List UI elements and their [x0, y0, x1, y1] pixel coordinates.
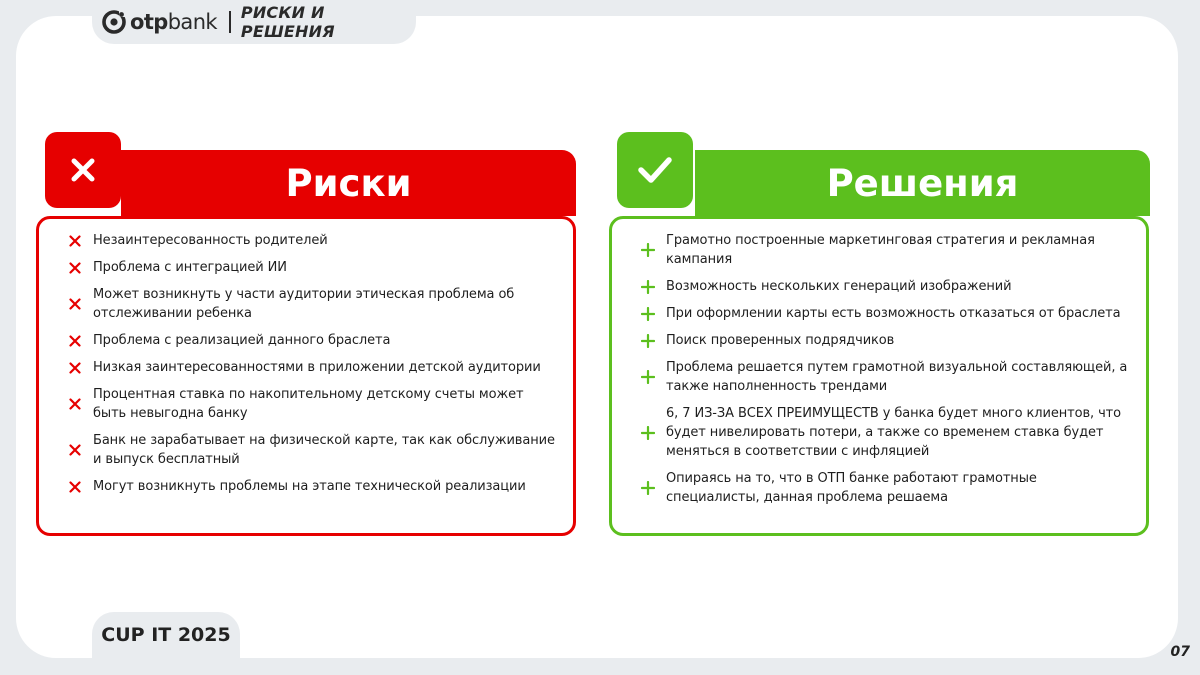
- solutions-item: [636, 469, 1132, 507]
- solutions-item: [636, 358, 1132, 396]
- solutions-item-text: 6, 7 ИЗ-ЗА ВСЕХ ПРЕИМУЩЕСТВ у банка будет много клиентов, что будет нивелировать потери, а также со временем ставка будет меняться в соответствии с инфляцией: [666, 406, 1121, 459]
- plus-mark-icon: [636, 426, 660, 440]
- solutions-list: [612, 231, 1146, 515]
- risks-item-text: Незаинтересованность родителей: [93, 233, 328, 248]
- cross-mark-icon: [63, 362, 87, 374]
- check-icon: [637, 156, 673, 184]
- risks-item: [63, 358, 559, 377]
- risks-item: [63, 285, 559, 323]
- risks-card: [36, 216, 576, 536]
- risks-item: [63, 231, 559, 250]
- solutions-item: [636, 304, 1132, 323]
- close-icon: [70, 157, 96, 183]
- cross-mark-icon: [63, 298, 87, 310]
- risks-item-text: Проблема с интеграцией ИИ: [93, 260, 287, 275]
- solutions-item-text: Опираясь на то, что в ОТП банке работают грамотные специалисты, данная проблема решаема: [666, 471, 1037, 505]
- solutions-item: [636, 231, 1132, 269]
- solutions-badge: [617, 132, 693, 208]
- solutions-item-text: При оформлении карты есть возможность отказаться от браслета: [666, 306, 1121, 321]
- cross-mark-icon: [63, 398, 87, 410]
- logo-text: otpbank: [130, 9, 217, 34]
- risks-item-text: Процентная ставка по накопительному детскому счеты может быть невыгодна банку: [93, 387, 524, 421]
- cross-mark-icon: [63, 262, 87, 274]
- risks-item: [63, 258, 559, 277]
- risks-item-text: Проблема с реализацией данного браслета: [93, 333, 391, 348]
- risks-item: [63, 385, 559, 423]
- plus-mark-icon: [636, 370, 660, 384]
- solutions-header: Решения: [695, 150, 1150, 216]
- solutions-item-text: Грамотно построенные маркетинговая стратегия и рекламная кампания: [666, 233, 1095, 267]
- risks-item-text: Могут возникнуть проблемы на этапе технической реализации: [93, 479, 526, 494]
- cross-mark-icon: [63, 335, 87, 347]
- risks-list: [39, 231, 573, 504]
- risks-item: [63, 477, 559, 496]
- solutions-card: [609, 216, 1149, 536]
- plus-mark-icon: [636, 307, 660, 321]
- plus-mark-icon: [636, 334, 660, 348]
- page-title: РИСКИ И РЕШЕНИЯ: [240, 3, 335, 41]
- cross-mark-icon: [63, 235, 87, 247]
- risks-item-text: Низкая заинтересованностями в приложении детской аудитории: [93, 360, 541, 375]
- risks-item-text: Банк не зарабатывает на физической карте, так как обслуживание и выпуск бесплатный: [93, 433, 555, 467]
- footer-tab: [92, 612, 240, 658]
- risks-item: [63, 331, 559, 350]
- cross-mark-icon: [63, 481, 87, 493]
- otp-logo: [102, 0, 217, 44]
- header-divider: [229, 11, 231, 33]
- plus-mark-icon: [636, 243, 660, 257]
- header-tab: [92, 0, 416, 44]
- solutions-item-text: Поиск проверенных подрядчиков: [666, 333, 895, 348]
- cross-mark-icon: [63, 444, 87, 456]
- otp-logo-icon: [102, 10, 126, 34]
- risks-header: Риски: [121, 150, 576, 216]
- solutions-item-text: Возможность нескольких генераций изображений: [666, 279, 1012, 294]
- risks-item: [63, 431, 559, 469]
- plus-mark-icon: [636, 481, 660, 495]
- page-number: 07: [1170, 644, 1190, 660]
- solutions-item: [636, 404, 1132, 461]
- solutions-item: [636, 277, 1132, 296]
- plus-mark-icon: [636, 280, 660, 294]
- risks-badge: [45, 132, 121, 208]
- footer-label: CUP IT 2025: [101, 624, 231, 646]
- solutions-item: [636, 331, 1132, 350]
- risks-item-text: Может возникнуть у части аудитории этическая проблема об отслеживании ребенка: [93, 287, 515, 321]
- solutions-item-text: Проблема решается путем грамотной визуальной составляющей, а также наполненность трендами: [666, 360, 1128, 394]
